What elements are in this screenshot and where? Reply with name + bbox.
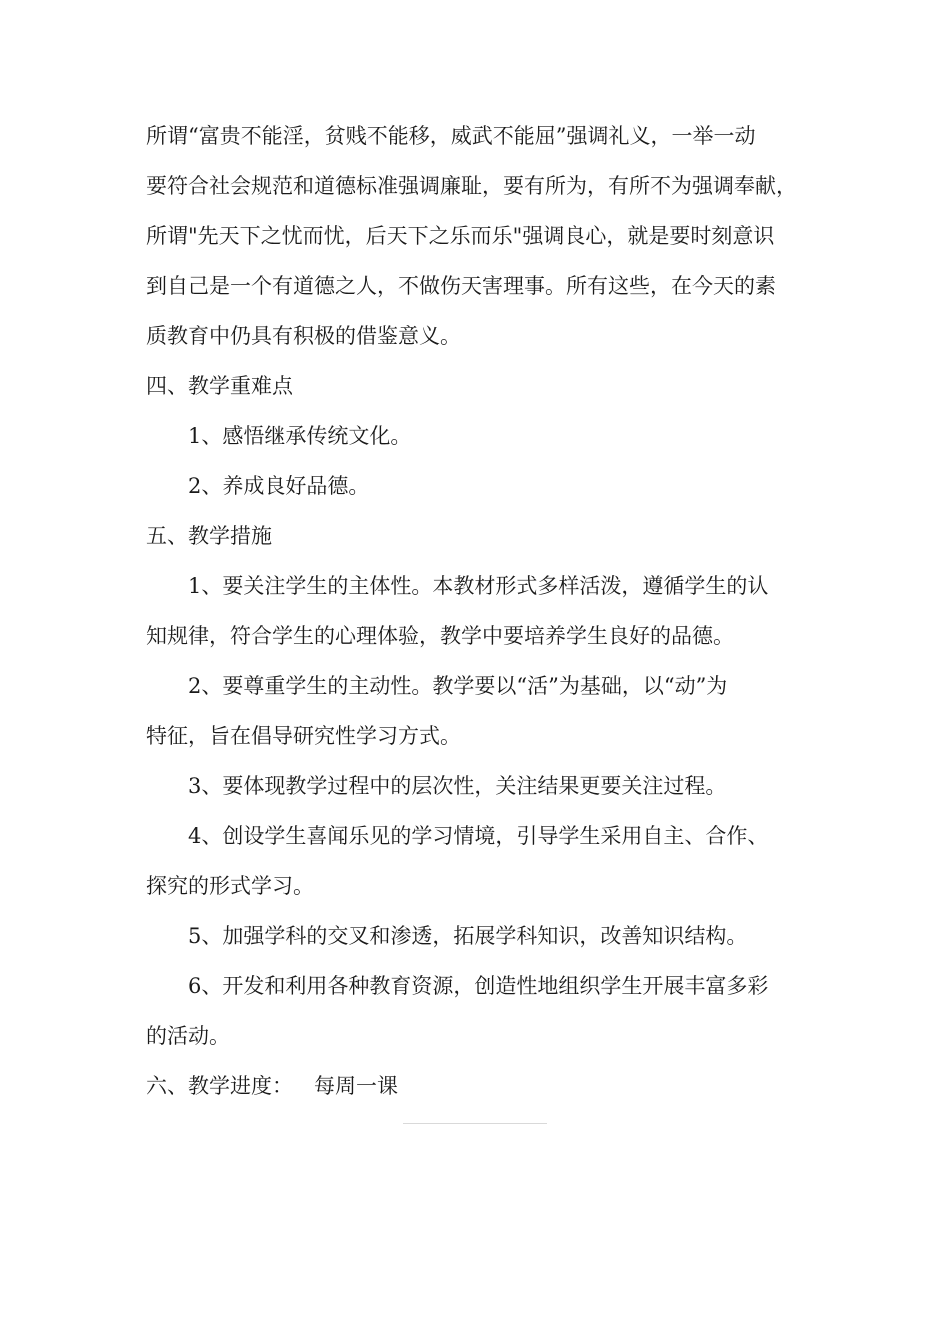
list-item: 1、感悟继承传统文化。 [188, 424, 412, 448]
list-item: 1、要关注学生的主体性。本教材形式多样活泼，遵循学生的认 [188, 574, 769, 598]
page-divider [403, 1123, 547, 1124]
list-item-continuation: 知规律，符合学生的心理体验，教学中要培养学生良好的品德。 [146, 624, 734, 648]
section-heading-difficulties: 四、教学重难点 [146, 374, 293, 398]
list-item: 2、要尊重学生的主动性。教学要以“活”为基础，以“动”为 [188, 674, 728, 698]
list-item: 4、创设学生喜闻乐见的学习情境，引导学生采用自主、合作、 [188, 824, 769, 848]
body-text-line: 到自己是一个有道德之人，不做伤天害理事。所有这些，在今天的素 [146, 274, 776, 298]
schedule-label: 六、教学进度： [146, 1074, 293, 1098]
body-text-line: 所谓"先天下之忧而忧，后天下之乐而乐"强调良心，就是要时刻意识 [146, 224, 775, 248]
schedule-value: 每周一课 [314, 1074, 398, 1098]
section-heading-measures: 五、教学措施 [146, 524, 272, 548]
list-item: 2、养成良好品德。 [188, 474, 370, 498]
list-item-continuation: 的活动。 [146, 1024, 230, 1048]
list-item: 5、加强学科的交叉和渗透，拓展学科知识，改善知识结构。 [188, 924, 748, 948]
list-item: 6、开发和利用各种教育资源，创造性地组织学生开展丰富多彩 [188, 974, 769, 998]
section-heading-schedule [146, 1061, 806, 1111]
body-text-line: 质教育中仍具有积极的借鉴意义。 [146, 324, 461, 348]
list-item-continuation: 探究的形式学习。 [146, 874, 314, 898]
body-text-line: 所谓“富贵不能淫，贫贱不能移，威武不能屈”强调礼义，一举一动 [146, 124, 756, 148]
body-text-line: 要符合社会规范和道德标准强调廉耻，要有所为，有所不为强调奉献， [146, 174, 797, 198]
list-item: 3、要体现教学过程中的层次性，关注结果更要关注过程。 [188, 774, 727, 798]
list-item-continuation: 特征，旨在倡导研究性学习方式。 [146, 724, 461, 748]
document-body [146, 111, 806, 1111]
